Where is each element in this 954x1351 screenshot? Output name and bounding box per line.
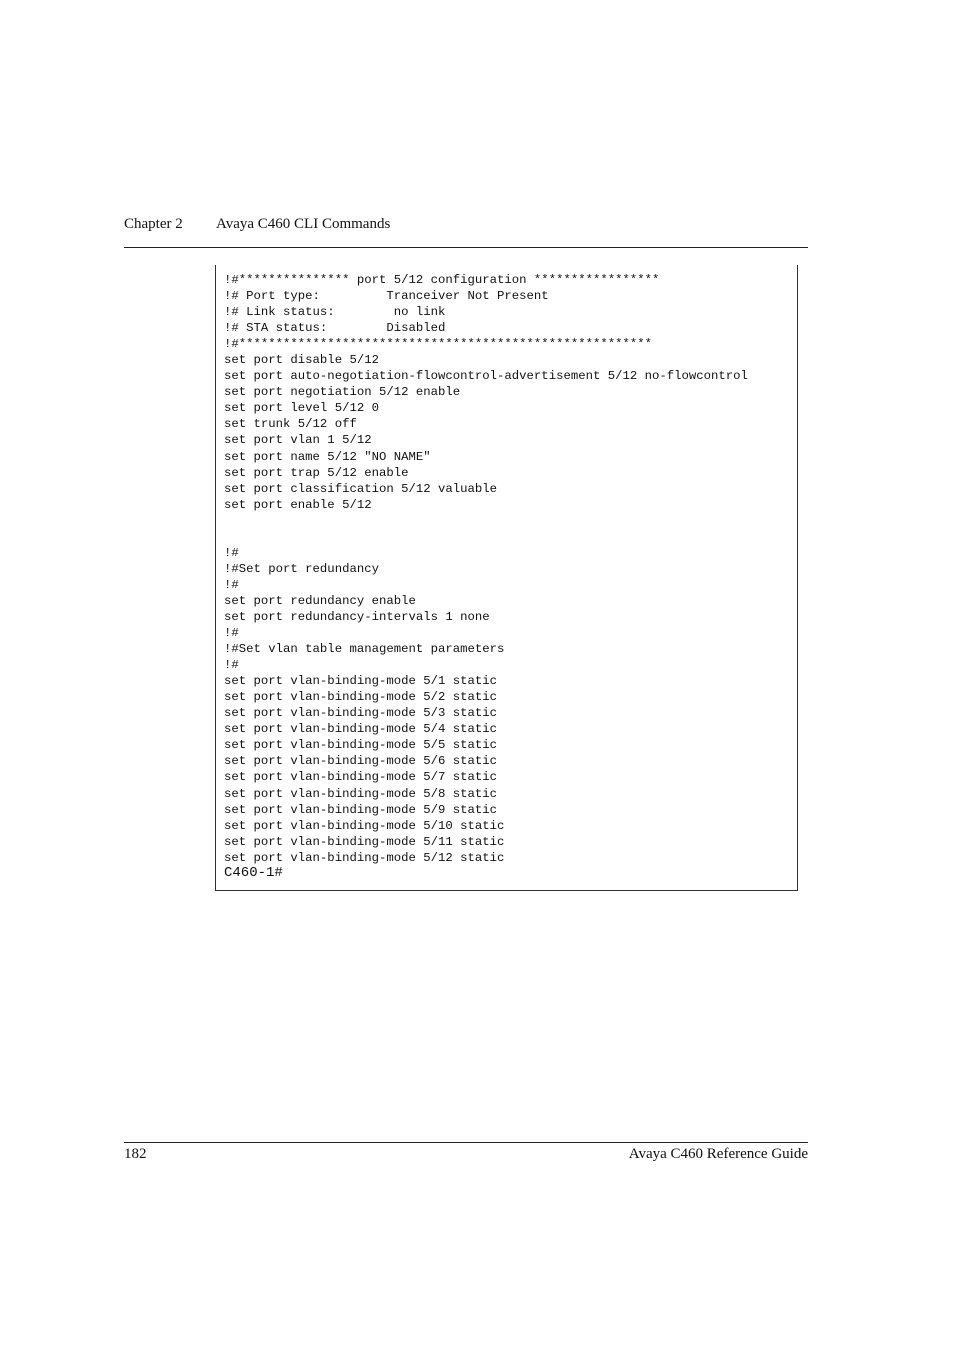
code-lines — [224, 272, 748, 866]
code-line: set port redundancy enable — [224, 593, 416, 608]
code-line: !# — [224, 545, 239, 560]
code-line: set port vlan-binding-mode 5/9 static — [224, 802, 498, 817]
code-line: !#Set vlan table management parameters — [224, 642, 505, 657]
code-line: set port vlan-binding-mode 5/2 static — [224, 690, 498, 705]
code-line: set port vlan-binding-mode 5/5 static — [224, 738, 498, 753]
code-line: !# — [224, 577, 239, 592]
code-line: set port vlan-binding-mode 5/10 static — [224, 818, 505, 833]
code-line: !# Link status: no link — [224, 305, 446, 320]
code-line: set port redundancy-intervals 1 none — [224, 609, 490, 624]
code-line: set port name 5/12 "NO NAME" — [224, 449, 431, 464]
code-line: !# — [224, 658, 239, 673]
code-line: set port vlan-binding-mode 5/3 static — [224, 706, 498, 721]
code-line: set trunk 5/12 off — [224, 417, 357, 432]
code-line — [224, 513, 748, 529]
code-line: set port vlan-binding-mode 5/1 static — [224, 674, 498, 689]
code-line: !#Set port redundancy — [224, 561, 379, 576]
code-line — [224, 529, 748, 545]
cli-prompt: C460-1# — [224, 865, 283, 881]
code-line: set port vlan-binding-mode 5/11 static — [224, 834, 505, 849]
code-line: set port level 5/12 0 — [224, 401, 379, 416]
code-line: !# STA status: Disabled — [224, 321, 446, 336]
code-line: set port classification 5/12 valuable — [224, 481, 498, 496]
code-line: set port disable 5/12 — [224, 353, 379, 368]
code-line: set port vlan-binding-mode 5/8 static — [224, 786, 498, 801]
code-line: !# Port type: Tranceiver Not Present — [224, 289, 549, 304]
code-line: set port vlan-binding-mode 5/4 static — [224, 722, 498, 737]
page-footer — [124, 1142, 808, 1162]
guide-title: Avaya C460 Reference Guide — [628, 1146, 808, 1162]
chapter-label: Chapter 2 — [124, 216, 183, 232]
code-line: set port vlan-binding-mode 5/12 static — [224, 850, 505, 865]
code-line: set port auto-negotiation-flowcontrol-advertisement 5/12 no-flowcontrol — [224, 369, 748, 384]
code-line: set port negotiation 5/12 enable — [224, 385, 461, 400]
code-line: !#******************************************************** — [224, 337, 653, 352]
code-line: set port trap 5/12 enable — [224, 465, 409, 480]
code-line: set port vlan-binding-mode 5/7 static — [224, 770, 498, 785]
code-listing-box — [215, 265, 798, 891]
page-number: 182 — [124, 1146, 147, 1162]
code-line: set port vlan-binding-mode 5/6 static — [224, 754, 498, 769]
page-header — [124, 216, 808, 248]
code-line: set port enable 5/12 — [224, 497, 372, 512]
code-line: !#*************** port 5/12 configuration ***************** — [224, 273, 660, 287]
code-line: !# — [224, 626, 239, 641]
chapter-title: Avaya C460 CLI Commands — [216, 216, 391, 232]
code-line: set port vlan 1 5/12 — [224, 433, 372, 448]
